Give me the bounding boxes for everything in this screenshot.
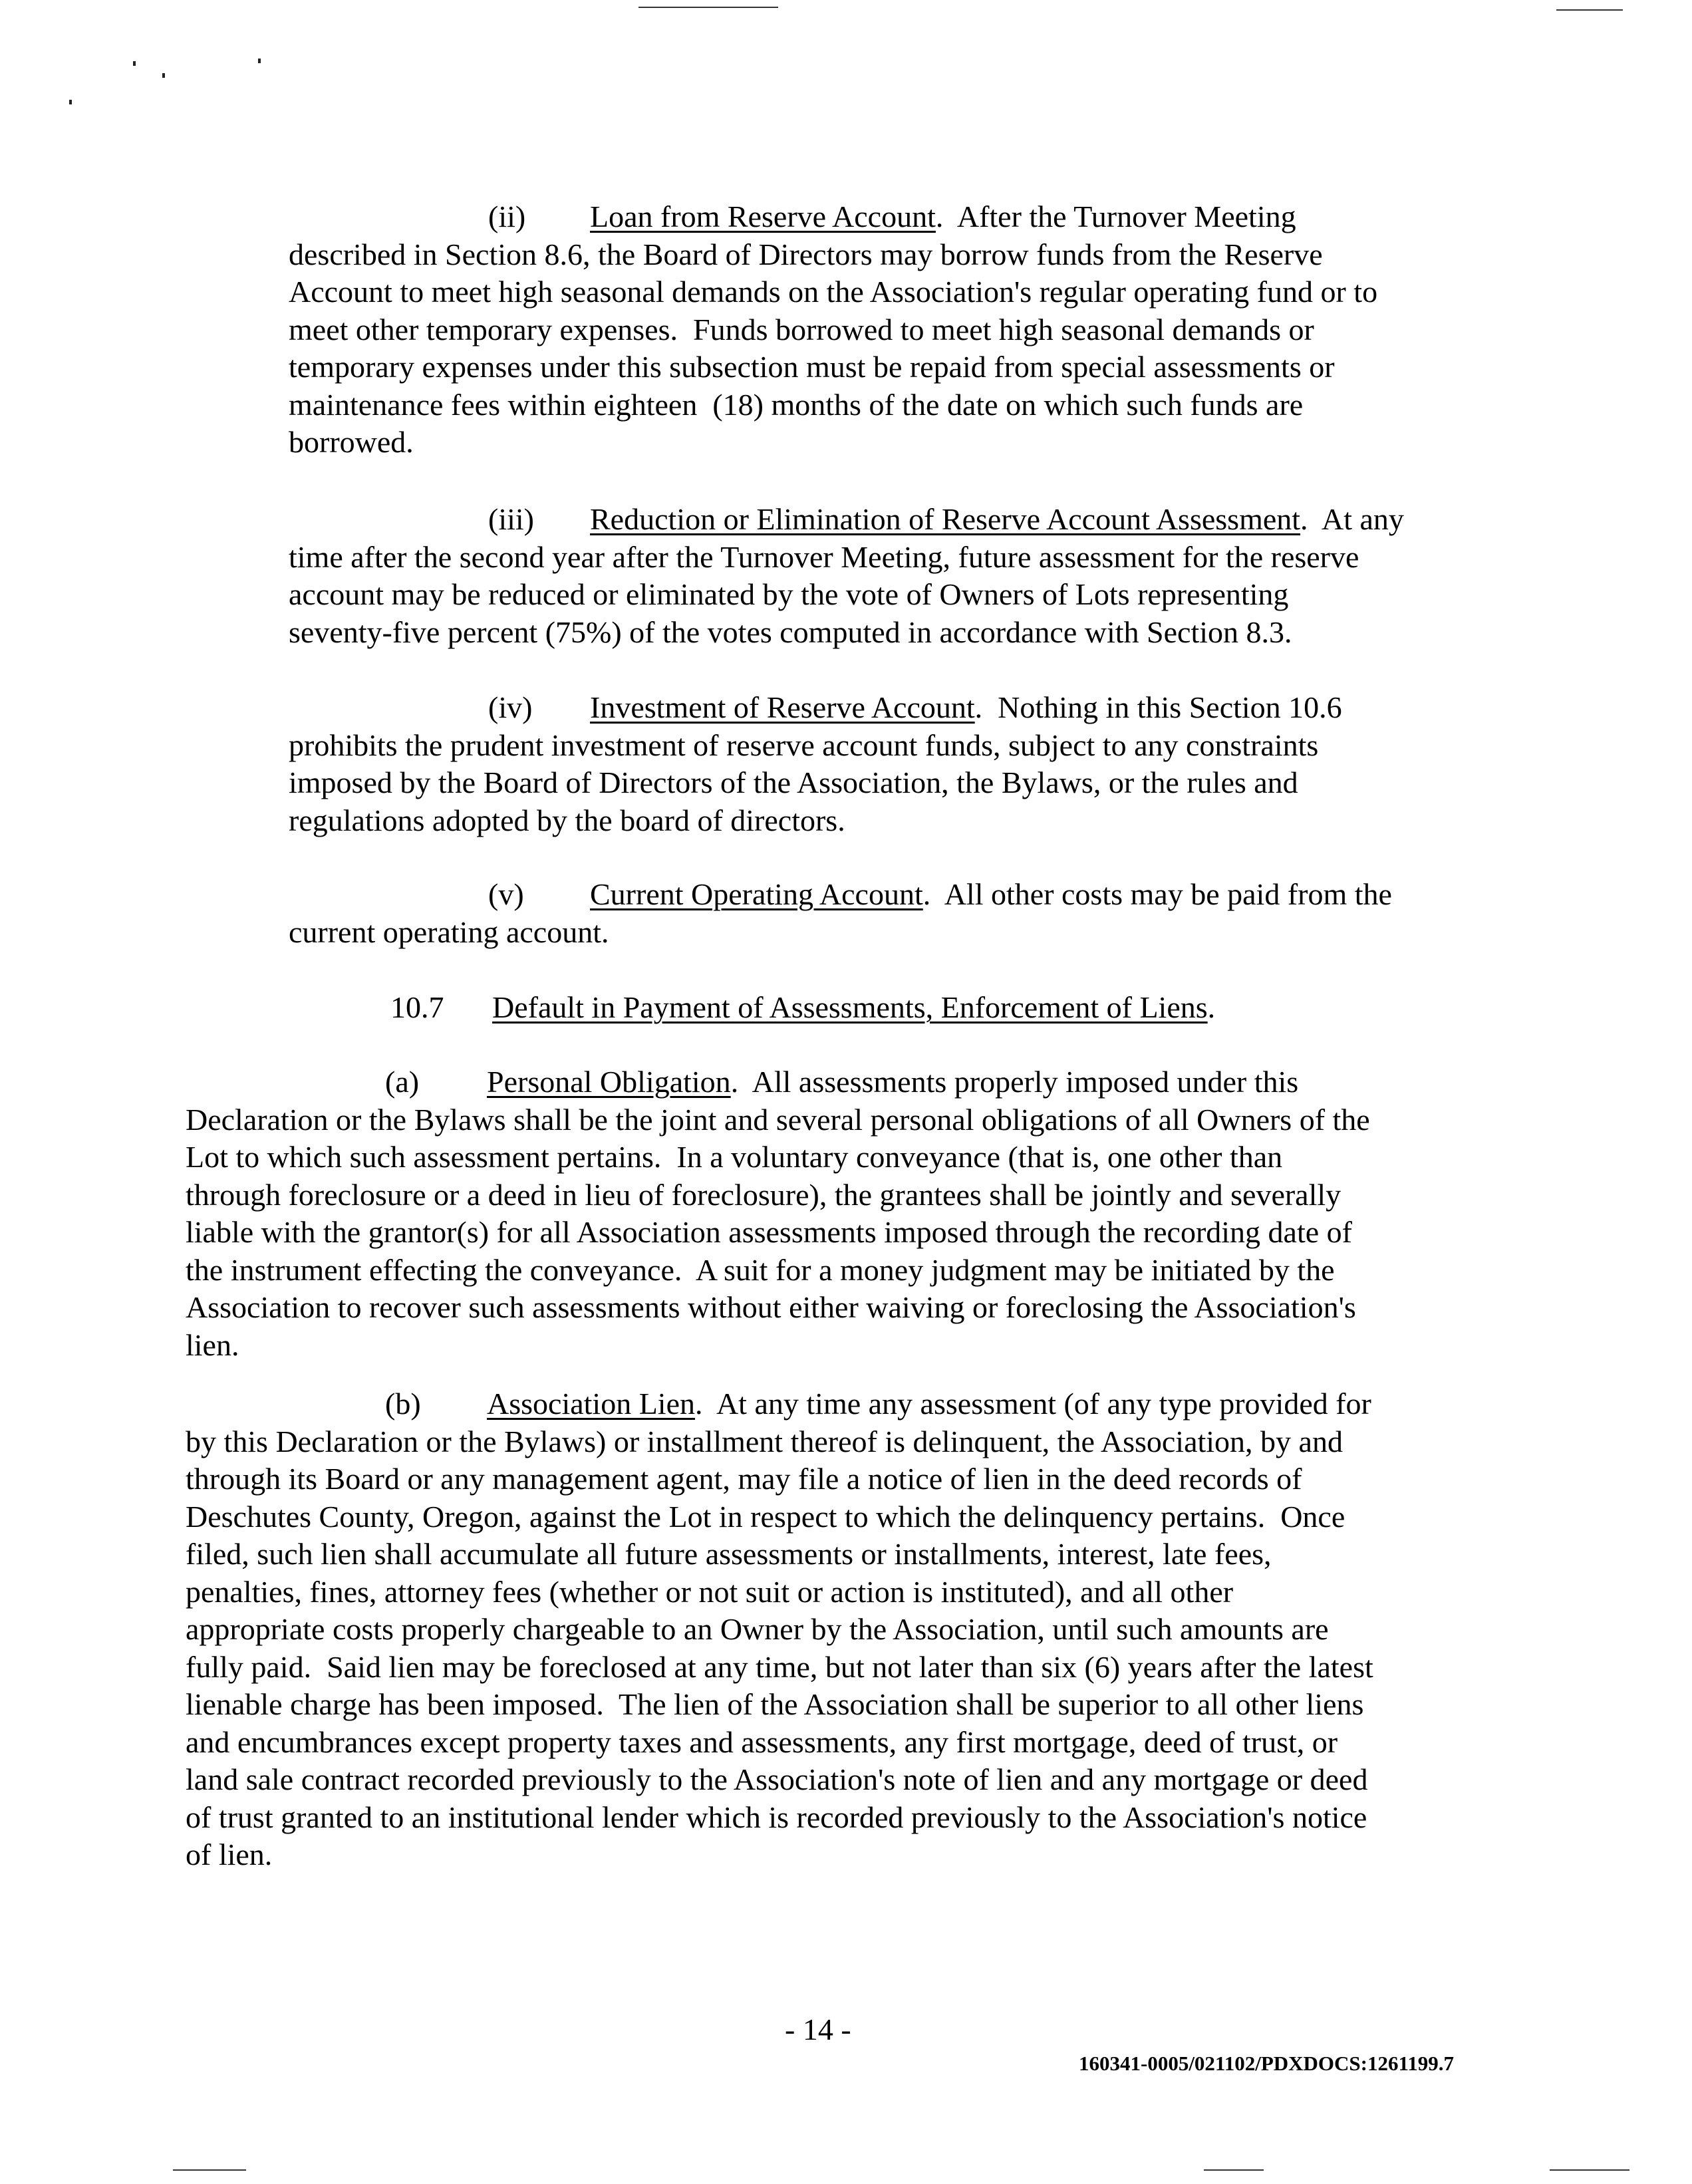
paragraph-line: Declaration or the Bylaws shall be the joint and several personal obligations of all Owners of the: [186, 1102, 1370, 1137]
paragraph-line: account may be reduced or eliminated by the vote of Owners of Lots representing: [289, 577, 1289, 611]
paragraph-line: current operating account.: [289, 914, 609, 949]
paragraph-heading: Loan from Reserve Account: [590, 200, 936, 233]
paragraph-line: the instrument effecting the conveyance. A suit for a money judgment may be initiated by the: [186, 1252, 1335, 1287]
paragraph-first-line: [289, 689, 1342, 727]
paragraph-number: (v): [488, 877, 524, 911]
paragraph-line: land sale contract recorded previously to the Association's note of lien and any mortgage or deed: [186, 1762, 1368, 1796]
paragraph-number: (iii): [488, 502, 534, 536]
scan-mark-top-right: [1556, 9, 1623, 11]
paragraph-line: through foreclosure or a deed in lieu of foreclosure), the grantees shall be jointly and severally: [186, 1177, 1341, 1212]
paragraph-line: liable with the grantor(s) for all Association assessments imposed through the recording date of: [186, 1215, 1352, 1249]
paragraph-line: Lot to which such assessment pertains. In a voluntary conveyance (that is, one other than: [186, 1140, 1283, 1174]
paragraph-line: Account to meet high seasonal demands on the Association's regular operating fund or to: [289, 275, 1378, 309]
paragraph-a: [186, 1063, 1370, 1364]
paragraph-line: meet other temporary expenses. Funds borrowed to meet high seasonal demands or: [289, 312, 1314, 346]
paragraph-line: penalties, fines, attorney fees (whether or not suit or action is instituted), and all other: [186, 1574, 1234, 1609]
paragraph-number: (iv): [488, 690, 533, 724]
paragraph-line: and encumbrances except property taxes and assessments, any first mortgage, deed of trust, or: [186, 1724, 1338, 1759]
paragraph-heading: Personal Obligation: [487, 1065, 731, 1099]
scan-mark-bottom-right: [1550, 2169, 1629, 2171]
paragraph-line: of trust granted to an institutional lender which is recorded previously to the Association's notice: [186, 1800, 1367, 1834]
scan-dot: [133, 61, 136, 66]
paragraph-line: described in Section 8.6, the Board of Directors may borrow funds from the Reserve: [289, 237, 1323, 271]
paragraph-first-line: [289, 876, 1392, 914]
scan-dot: [162, 73, 165, 78]
paragraph-iv: [289, 689, 1342, 839]
paragraph-text: . After the Turnover Meeting: [935, 200, 1296, 233]
paragraph-heading: Current Operating Account: [590, 877, 923, 911]
paragraph-line: appropriate costs properly chargeable to an Owner by the Association, until such amounts are: [186, 1612, 1329, 1646]
paragraph-text: . All assessments properly imposed under this: [730, 1065, 1299, 1099]
paragraph-line: through its Board or any management agent, may file a notice of lien in the deed records of: [186, 1462, 1302, 1496]
paragraph-line: time after the second year after the Turnover Meeting, future assessment for the reserve: [289, 539, 1359, 574]
paragraph-line: temporary expenses under this subsection must be repaid from special assessments or: [289, 350, 1335, 384]
paragraph-line: fully paid. Said lien may be foreclosed at any time, but not later than six (6) years after the latest: [186, 1649, 1373, 1684]
section-heading-line: [289, 989, 1215, 1027]
paragraph-line: seventy-five percent (75%) of the votes computed in accordance with Section 8.3.: [289, 614, 1292, 649]
paragraph-heading: Association Lien: [487, 1387, 695, 1421]
paragraph-line: Association to recover such assessments without either waiving or foreclosing the Association's: [186, 1290, 1356, 1324]
paragraph-first-line: [186, 1385, 1373, 1423]
paragraph-iii: [289, 501, 1404, 651]
paragraph-number: (a): [385, 1065, 420, 1099]
paragraph-first-line: [289, 198, 1377, 236]
paragraph-line: lien.: [186, 1327, 239, 1362]
paragraph-line: borrowed.: [289, 425, 414, 459]
paragraph-v: [289, 876, 1392, 951]
paragraph-line: of lien.: [186, 1838, 273, 1871]
paragraph-text: . At any time any assessment (of any type provided for: [695, 1387, 1371, 1421]
paragraph-line: maintenance fees within eighteen (18) months of the date on which such funds are: [289, 387, 1304, 422]
paragraph-heading: Investment of Reserve Account: [590, 690, 975, 724]
paragraph-ii: [289, 198, 1377, 462]
paragraph-line: by this Declaration or the Bylaws) or installment thereof is delinquent, the Association, by and: [186, 1424, 1343, 1458]
section-heading: Default in Payment of Assessments, Enforcement of Liens: [492, 990, 1208, 1024]
paragraph-line: regulations adopted by the board of directors.: [289, 803, 845, 837]
paragraph-text: . Nothing in this Section 10.6: [974, 690, 1342, 724]
paragraph-text: . At any: [1300, 502, 1404, 536]
paragraph-line: filed, such lien shall accumulate all future assessments or installments, interest, late fees,: [186, 1537, 1272, 1571]
section-10-7: [289, 989, 1215, 1027]
paragraph-line: prohibits the prudent investment of reserve account funds, subject to any constraints: [289, 728, 1319, 762]
document-id: 160341-0005/021102/PDXDOCS:1261199.7: [1079, 2052, 1455, 2075]
section-number: 10.7: [390, 990, 444, 1024]
scan-mark-bottom-left: [173, 2169, 246, 2171]
paragraph-number: (b): [385, 1387, 421, 1421]
scan-mark-top: [638, 7, 778, 8]
paragraph-heading: Reduction or Elimination of Reserve Account Assessment: [590, 502, 1301, 536]
paragraph-first-line: [186, 1063, 1370, 1101]
paragraph-text: . All other costs may be paid from the: [922, 877, 1392, 911]
paragraph-line: imposed by the Board of Directors of the Association, the Bylaws, or the rules and: [289, 765, 1298, 799]
paragraph-line: lienable charge has been imposed. The lien of the Association shall be superior to all other liens: [186, 1687, 1364, 1721]
page-number: - 14 -: [785, 2012, 851, 2046]
scan-dot: [69, 100, 72, 104]
scan-mark-bottom-mid: [1204, 2169, 1264, 2171]
paragraph-b: [186, 1385, 1373, 1874]
section-heading-period: .: [1207, 990, 1216, 1024]
paragraph-first-line: [289, 501, 1404, 539]
paragraph-number: (ii): [488, 200, 526, 233]
scan-dot: [258, 59, 261, 63]
paragraph-line: Deschutes County, Oregon, against the Lot in respect to which the delinquency pertains. Once: [186, 1499, 1345, 1534]
